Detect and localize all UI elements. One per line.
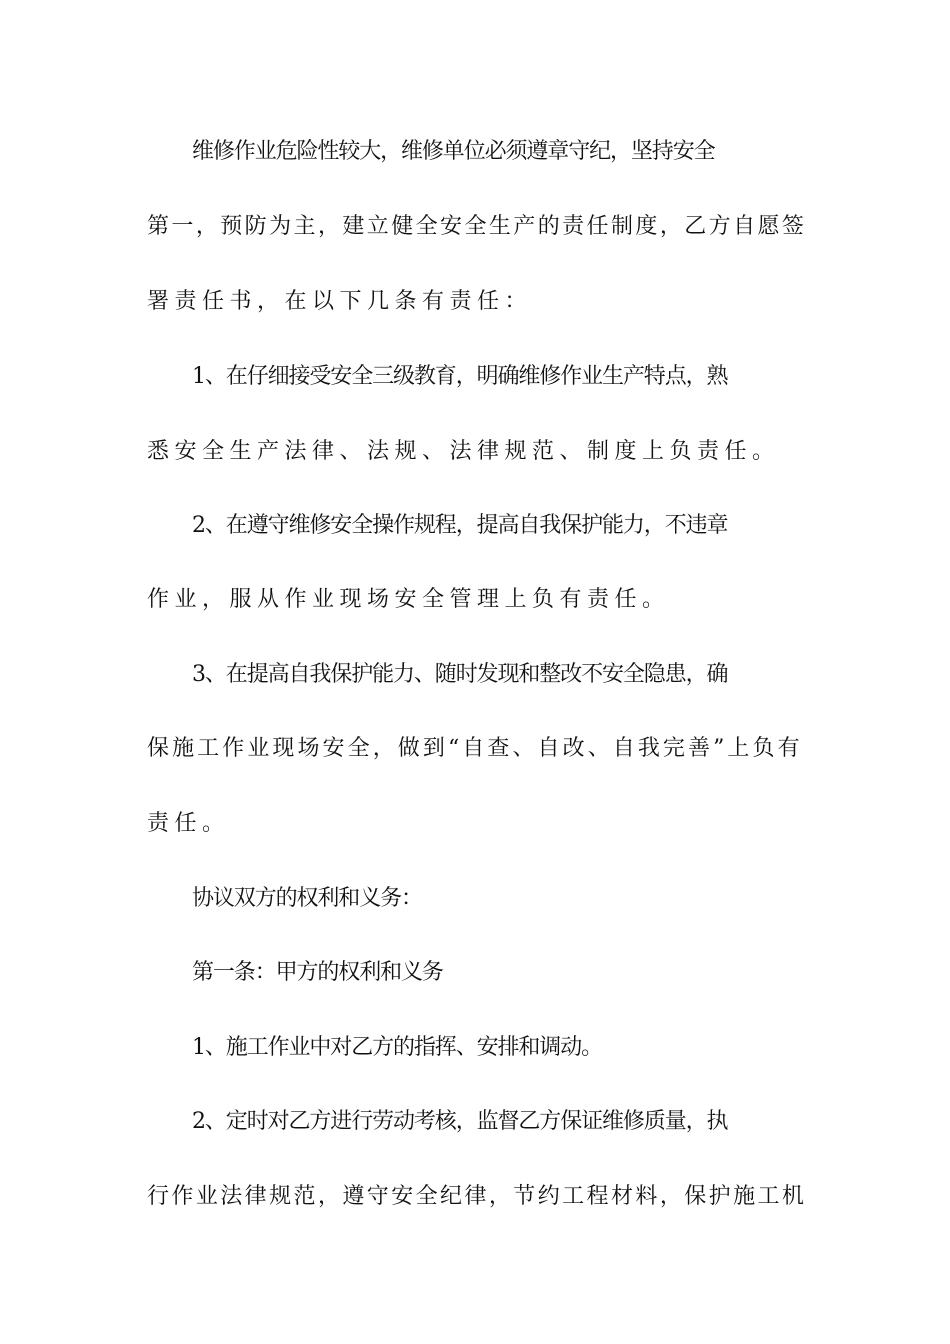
item-3-line-3: 责任。 <box>147 811 230 836</box>
paragraph-intro-line-3: 署责任书，在以下几条有责任： <box>147 289 533 314</box>
article-1-item-1: 1、施工作业中对乙方的指挥、安排和调动。 <box>192 1035 602 1060</box>
item-2-line-2: 作业，服从作业现场安全管理上负有责任。 <box>147 587 670 612</box>
item-1-line-2: 悉安全生产法律、法规、法律规范、制度上负责任。 <box>147 439 780 464</box>
item-3-line-1: 3、在提高自我保护能力、随时发现和整改不安全隐患，确 <box>192 662 728 687</box>
article-1-item-2-line-1: 2、定时对乙方进行劳动考核，监督乙方保证维修质量，执 <box>192 1109 728 1134</box>
item-1-line-1: 1、在仔细接受安全三级教育，明确维修作业生产特点，熟 <box>192 364 728 389</box>
item-3-line-2: 保施工作业现场安全，做到“自查、自改、自我完善”上负有 <box>147 736 803 761</box>
section-heading-rights: 协议双方的权利和义务： <box>192 886 422 911</box>
paragraph-intro-line-1: 维修作业危险性较大，维修单位必须遵章守纪，坚持安全 <box>192 139 715 164</box>
article-1-item-2-line-2: 行作业法律规范，遵守安全纪律，节约工程材料，保护施工机 <box>147 1184 807 1209</box>
paragraph-intro-line-2: 第一，预防为主，建立健全安全生产的责任制度，乙方自愿签 <box>147 214 807 239</box>
article-1-heading: 第一条：甲方的权利和义务 <box>192 960 443 985</box>
item-2-line-1: 2、在遵守维修安全操作规程，提高自我保护能力，不违章 <box>192 513 728 538</box>
